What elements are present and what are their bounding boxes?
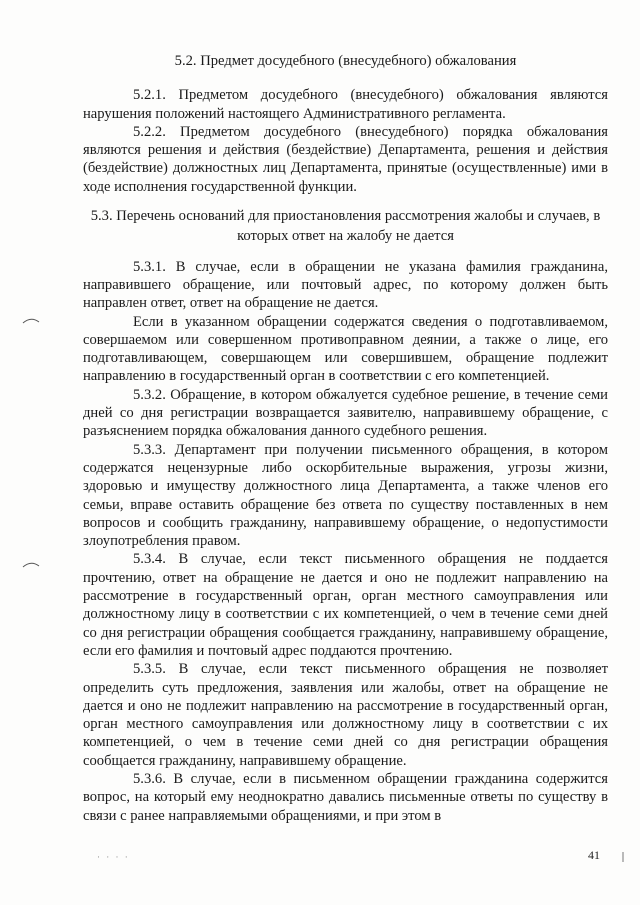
scan-speckle: · · · · (97, 852, 130, 862)
section-heading-5-3: 5.3. Перечень оснований для приостановления рассмотрения жалобы и случаев, в которых ответ на жалобу не дается (90, 208, 601, 244)
margin-mark-icon (22, 560, 40, 568)
paragraph-5-3-4: 5.3.4. В случае, если текст письменного обращения не поддается прочтению, ответ на обращение не дается и оно не подлежит направлению на рассмотрение в государственный орган, орган местного самоуправления или должностному лицу в соответствии с их компетенцией, о чем в течение семи дней со дня регистрации обращения сообщается гражданину, направившему обращение, если его фамилия и почтовый адрес поддаются прочтению. (83, 551, 608, 659)
page-number: 41 (588, 848, 600, 862)
paragraph-5-3-2: 5.3.2. Обращение, в котором обжалуется судебное решение, в течение семи дней со дня регистрации возвращается заявителю, направившему обращение, с разъяснением порядка обжалования данного судебного решения. (83, 386, 608, 440)
paragraph-5-3-6: 5.3.6. В случае, если в письменном обращении гражданина содержится вопрос, на который ему неоднократно давались письменные ответы по существу в связи с ранее направляемыми обращениями, и при этом в (83, 770, 608, 824)
scan-edge-mark-icon (622, 852, 624, 862)
margin-mark-icon (22, 316, 40, 324)
document-body (83, 52, 608, 825)
section-heading-5-2: 5.2. Предмет досудебного (внесудебного) обжалования (174, 53, 517, 69)
paragraph-5-3-1-continued: Если в указанном обращении содержатся сведения о подготавливаемом, совершаемом или совершенном противоправном деянии, а также о лице, его подготавливающем, совершающем или совершившем, обращение подлежит направлению в государственный орган в соответствии с его компетенцией. (83, 313, 608, 385)
paragraph-5-2-2: 5.2.2. Предметом досудебного (внесудебного) порядка обжалования являются решения и действия (бездействие) Департамента, решения и действия (бездействие) должностных лиц Департамента, принятые (осуществленные) ими в ходе исполнения государственной функции. (83, 123, 608, 195)
paragraph-5-2-1: 5.2.1. Предметом досудебного (внесудебного) обжалования являются нарушения положений настоящего Административного регламента. (83, 87, 608, 122)
paragraph-5-3-3: 5.3.3. Департамент при получении письменного обращения, в котором содержатся нецензурные либо оскорбительные выражения, угрозы жизни, здоровью и имуществу должностного лица Департамента, а также членов его семьи, вправе оставить обращение без ответа по существу поставленных в нем вопросов и сообщить гражданину, направившему обращение, о недопустимости злоупотребления правом. (83, 441, 608, 550)
paragraph-5-3-1: 5.3.1. В случае, если в обращении не указана фамилия гражданина, направившего обращение, или почтовый адрес, по которому должен быть направлен ответ, ответ на обращение не дается. (83, 258, 608, 312)
paragraph-5-3-5: 5.3.5. В случае, если текст письменного обращения не позволяет определить суть предложения, заявления или жалобы, ответ на обращение не дается и оно не подлежит направлению на рассмотрение в государственный орган, орган местного самоуправления или должностному лицу в соответствии с их компетенцией, о чем в течение семи дней со дня регистрации обращения сообщается гражданину, направившему обращение. (83, 661, 608, 769)
